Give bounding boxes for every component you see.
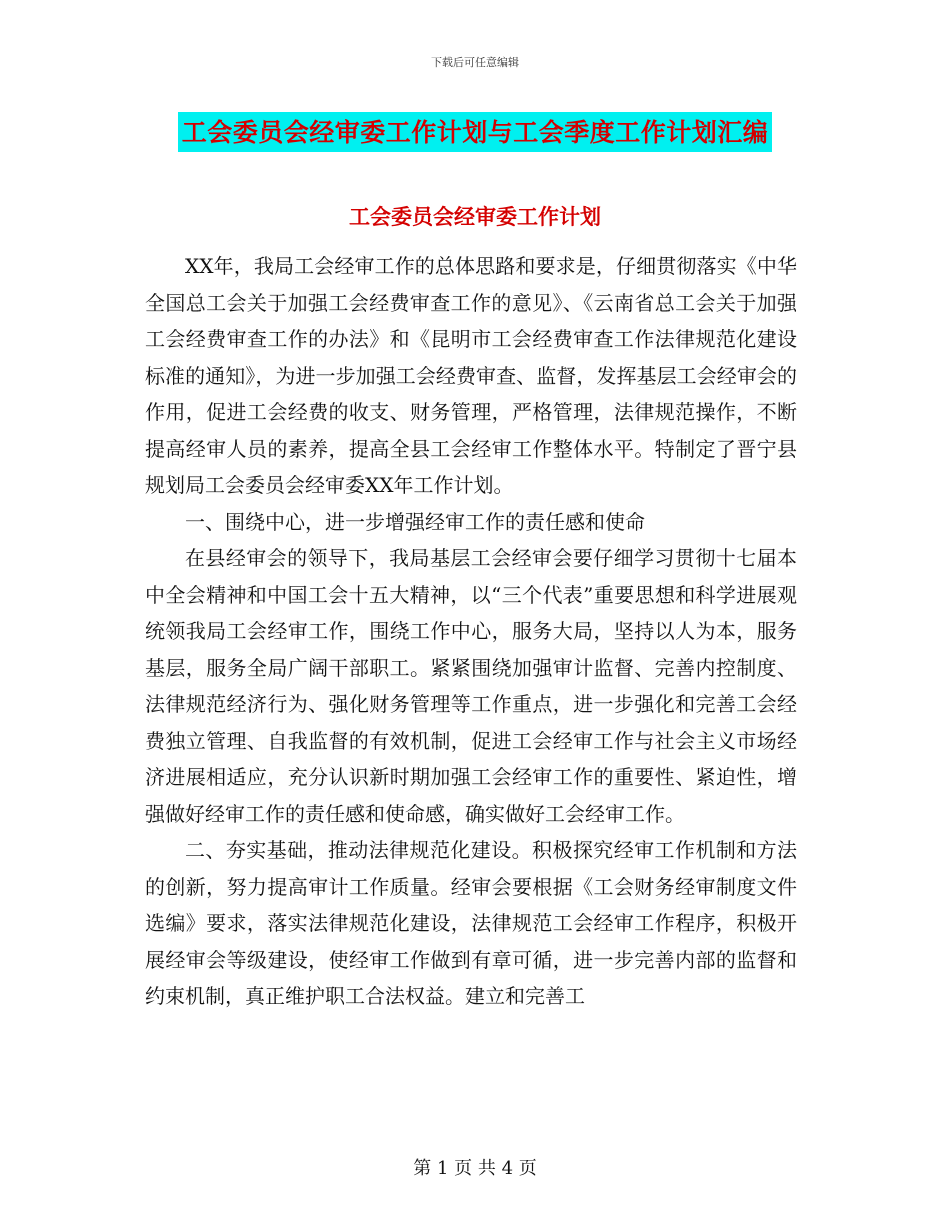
page-header-note: 下载后可任意编辑 — [431, 56, 519, 69]
body-content — [145, 248, 797, 1015]
document-title-wrapper — [0, 112, 950, 152]
paragraph: 一、围绕中心，进一步增强经审工作的责任感和使命 — [185, 509, 645, 534]
paragraph: 在县经审会的领导下，我局基层工会经审会要仔细学习贯彻十七届本中全会精神和中国工会十五大精神，以“三个代表”重要思想和科学进展观统领我局工会经审工作，围绕工作中心，服务大局，坚持以人为本，服务基层，服务全局广阔干部职工。紧紧围绕加强审计监督、完善内控制度、法律规范经济行为、强化财务管理等工作重点，进一步强化和完善工会经费独立管理、自我监督的有效机制，促进工会经审工作与社会主义市场经济进展相适应，充分认识新时期加强工会经审工作的重要性、紧迫性，增强做好经审工作的责任感和使命感，确实做好工会经审工作。 — [145, 546, 797, 826]
section-title: 工会委员会经审委工作计划 — [349, 205, 601, 229]
paragraph: 二、夯实基础，推动法律规范化建设。积极探究经审工作机制和方法的创新，努力提高审计工作质量。经审会要根据《工会财务经审制度文件选编》要求，落实法律规范化建设，法律规范工会经审工作程序，积极开展经审会等级建设，使经审工作做到有章可循，进一步完善内部的监督和约束机制，真正维护职工合法权益。建立和完善工 — [145, 838, 797, 1008]
paragraph: XX年，我局工会经审工作的总体思路和要求是，仔细贯彻落实《中华全国总工会关于加强工会经费审查工作的意见》、《云南省总工会关于加强工会经费审查工作的办法》和《昆明市工会经费审查工作法律规范化建设标准的通知》，为进一步加强工会经费审查、监督，发挥基层工会经审会的作用，促进工会经费的收支、财务管理，严格管理，法律规范操作，不断提高经审人员的素养，提高全县工会经审工作整体水平。特制定了晋宁县规划局工会委员会经审委XX年工作计划。 — [145, 254, 797, 497]
page-number-footer: 第 1 页 共 4 页 — [413, 1158, 537, 1179]
document-title: 工会委员会经审委工作计划与工会季度工作计划汇编 — [178, 112, 773, 152]
